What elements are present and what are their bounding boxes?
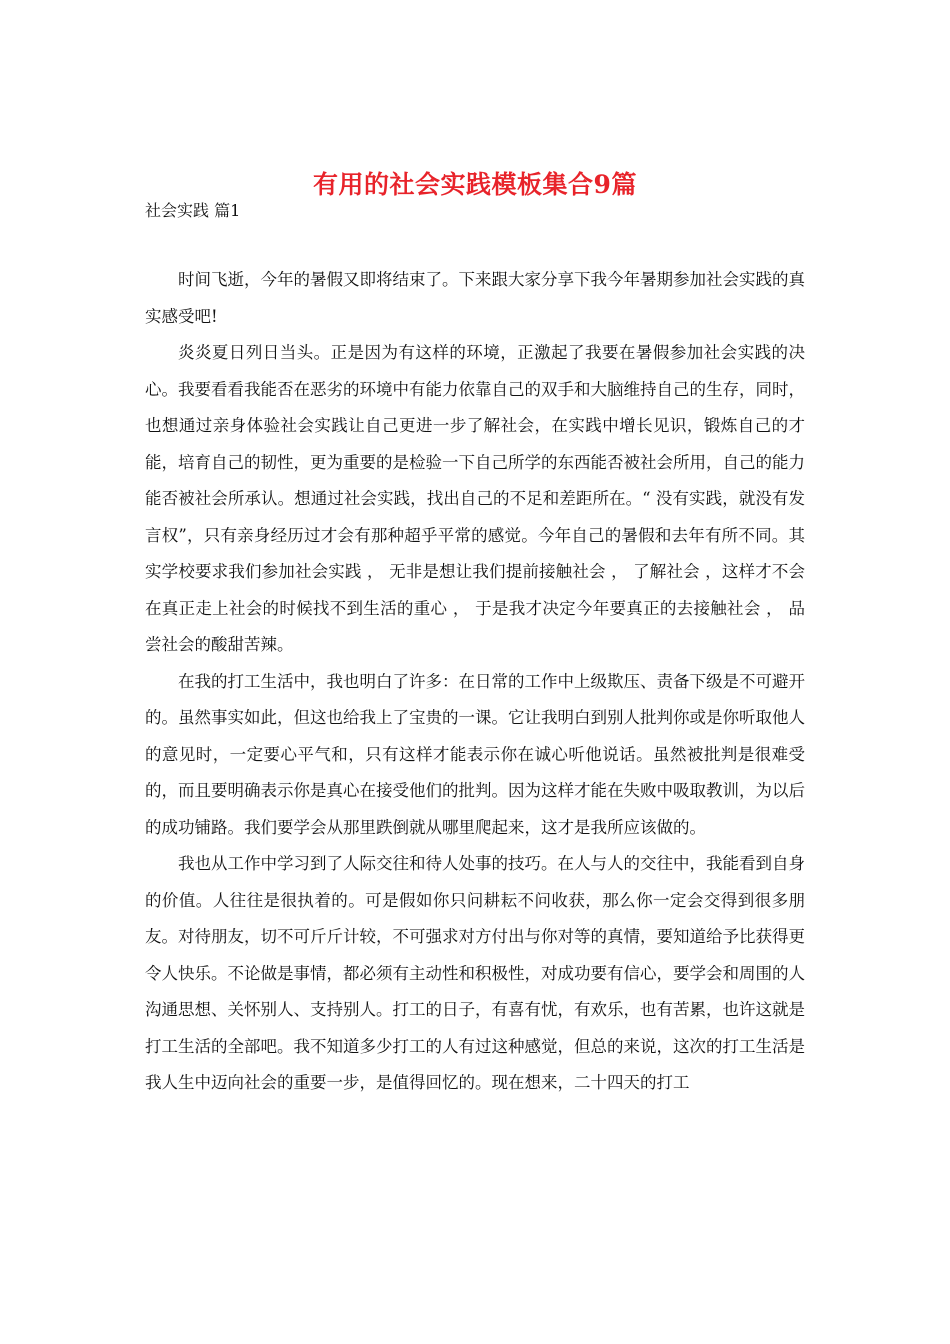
paragraph: 在我的打工生活中，我也明白了许多：在日常的工作中上级欺压、责备下级是不可避开的。虽然事实如此，但这也给我上了宝贵的一课。它让我明白到别人批判你或是你听取他人的意见时，一定要心平气和，只有这样才能表示你在诚心听他说话。虽然被批判是很难受的，而且要明确表示你是真心在接受他们的批判。因为这样才能在失败中吸取教训，为以后的成功铺路。我们要学会从那里跌倒就从哪里爬起来，这才是我所应该做的。 xyxy=(145,671,805,837)
paragraph: 时间飞逝，今年的暑假又即将结束了。下来跟大家分享下我今年暑期参加社会实践的真实感受吧! xyxy=(145,270,805,326)
section-label: 社会实践 篇1 xyxy=(145,201,241,220)
document-title: 有用的社会实践模板集合9篇 xyxy=(313,169,637,199)
paragraph: 我也从工作中学习到了人际交往和待人处事的技巧。在人与人的交往中，我能看到自身的价值。人往往是很执着的。可是假如你只问耕耘不问收获，那么你一定会交得到很多朋友。对待朋友，切不可斤斤计较，不可强求对方付出与你对等的真情，要知道给予比获得更令人快乐。不论做是事情，都必须有主动性和积极性，对成功要有信心，要学会和周围的人沟通思想、关怀别人、支持别人。打工的日子，有喜有忧，有欢乐，也有苦累，也许这就是打工生活的全部吧。我不知道多少打工的人有过这种感觉，但总的来说，这次的打工生活是我人生中迈向社会的重要一步，是值得回忆的。现在想来，二十四天的打工 xyxy=(145,854,805,1092)
document-body xyxy=(145,262,805,1102)
paragraph: 炎炎夏日列日当头。正是因为有这样的环境，正激起了我要在暑假参加社会实践的决心。我要看看我能否在恶劣的环境中有能力依靠自己的双手和大脑维持自己的生存，同时，也想通过亲身体验社会实践让自己更进一步了解社会，在实践中增长见识，锻炼自己的才能，培育自己的韧性，更为重要的是检验一下自己所学的东西能否被社会所用，自己的能力能否被社会所承认。想通过社会实践，找出自己的不足和差距所在。“ 没有实践，就没有发言权”，只有亲身经历过才会有那种超乎平常的感觉。今年自己的暑假和去年有所不同。其实学校要求我们参加社会实践 ， 无非是想让我们提前接触社会 ， 了解社会 ，这样才不会在真正走上社会的时候找不到生活的重心 ， 于是我才决定今年要真正的去接触社会 ， 品尝社会的酸甜苦辣。 xyxy=(145,343,805,654)
